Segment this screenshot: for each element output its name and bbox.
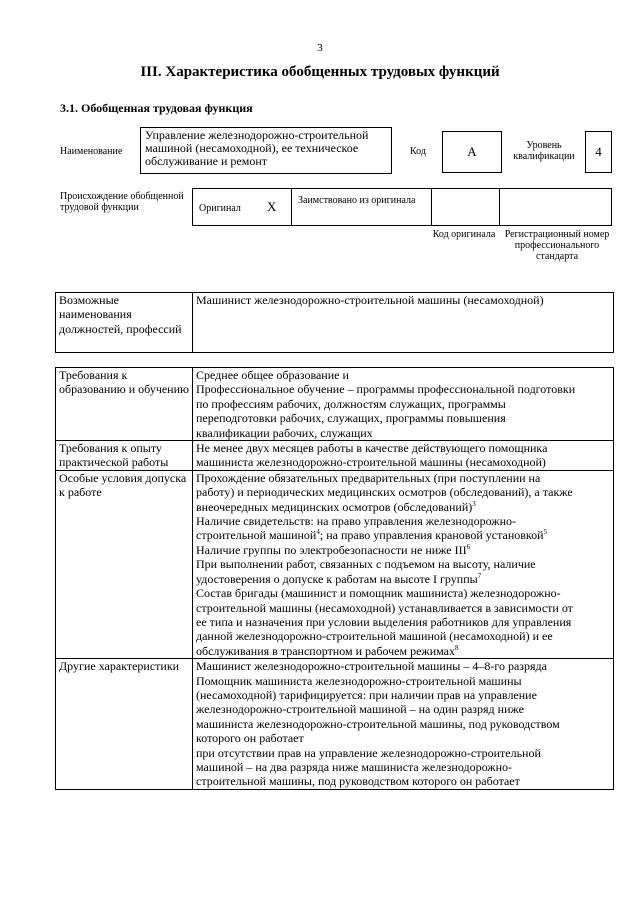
name-value: Управление железнодорожно-строительной машиной (несамоходной), ее техническое обслуживание и ремонт — [145, 128, 369, 168]
row-value: Не менее двух месяцев работы в качестве действующего помощника машиниста железнодорожно-строительной машины (несамоходной) — [193, 441, 614, 471]
page-title: III. Характеристика обобщенных трудовых функций — [140, 64, 500, 80]
table-row — [56, 470, 614, 658]
page-number: 3 — [317, 42, 323, 54]
level-value-box — [585, 131, 612, 173]
code-value: А — [467, 144, 477, 159]
name-value-box — [140, 127, 392, 174]
footnote: 8 — [454, 643, 459, 652]
code-label: Код — [410, 146, 426, 157]
divider — [499, 189, 500, 225]
reg-number-caption: Регистрационный номер профессионального стандарта — [504, 229, 610, 262]
name-label: Наименование — [60, 146, 123, 157]
row-label: Требования к опыту практической работы — [56, 441, 193, 471]
footnote: 3 — [472, 499, 476, 508]
section-subtitle: 3.1. Обобщенная трудовая функция — [60, 101, 253, 115]
code-value-box — [442, 131, 502, 173]
row-label: Особые условия допуска к работе — [56, 470, 193, 658]
row-label: Требования к образованию и обучению — [56, 368, 193, 441]
footnote: 6 — [466, 542, 471, 551]
footnote: 7 — [477, 571, 482, 580]
positions-value: Машинист железнодорожно-строительной машины (несамоходной) — [193, 293, 614, 353]
row-label: Другие характеристики — [56, 659, 193, 790]
table-row — [56, 659, 614, 790]
original-mark: Х — [267, 199, 277, 214]
row-value: Среднее общее образование и Профессиональное обучение – программы профессиональной подготовки по профессиям рабочих, должностям служащих, программы переподготовки рабочих, служащих, программы повышения квалификации рабочих, служащих — [193, 368, 614, 441]
footnote: 4 — [316, 528, 320, 537]
positions-table — [55, 292, 614, 353]
origin-table — [192, 188, 612, 226]
divider — [291, 189, 292, 225]
level-label: Уровень квалификации — [513, 140, 575, 162]
original-label: Оригинал — [199, 203, 241, 214]
origin-label: Происхождение обобщенной трудовой функции — [60, 191, 184, 213]
requirements-table — [55, 367, 614, 790]
row-value: Машинист железнодорожно-строительной машины – 4–8-го разряда Помощник машиниста железнодорожно-строительной машины (несамоходной) тарифицируется: при наличии прав на управление железнодорожно-строительной машиной – на один разряд ниже машиниста железнодорожно-строительной машины, под руководством которого он работает при отсутствии прав на управление железнодорожно-строительной машиной – на два разряда ниже машиниста железнодорожно- строительной машины, под руководством которого он работает — [193, 659, 614, 790]
table-row — [56, 368, 614, 441]
row-value: Прохождение обязательных предварительных (при поступлении на работу) и периодических медицинских осмотров (обследований), а также внеочередных медицинских осмотров (обследований)$^3$ Наличие свидетельств: на право управления железнодорожно- строительной машиной$^4$; на право управления крановой установкой$^5$ Наличие группы по электробезопасности не ниже III$^6$ При выполнении работ, связанных с подъемом на высоту, наличие удостоверения о допуске к работам на высоте I группы$^7$ Состав бригады (машинист и помощник машиниста) железнодорожно- строительной машины (несамоходной) устанавливается в зависимости от ее типа и назначения при условии выделения работников для управления данной железнодорожно-строительной машиной (несамоходной) и ее обслуживания в транспортном и рабочем режимах$^8$ — [193, 470, 614, 658]
level-value: 4 — [595, 144, 602, 159]
borrowed-label: Заимствовано из оригинала — [298, 195, 416, 206]
code-original-caption: Код оригинала — [432, 229, 496, 240]
positions-label: Возможные наименования должностей, профессий — [56, 293, 193, 353]
divider — [431, 189, 432, 225]
footnote: 5 — [543, 528, 548, 537]
table-row — [56, 441, 614, 471]
